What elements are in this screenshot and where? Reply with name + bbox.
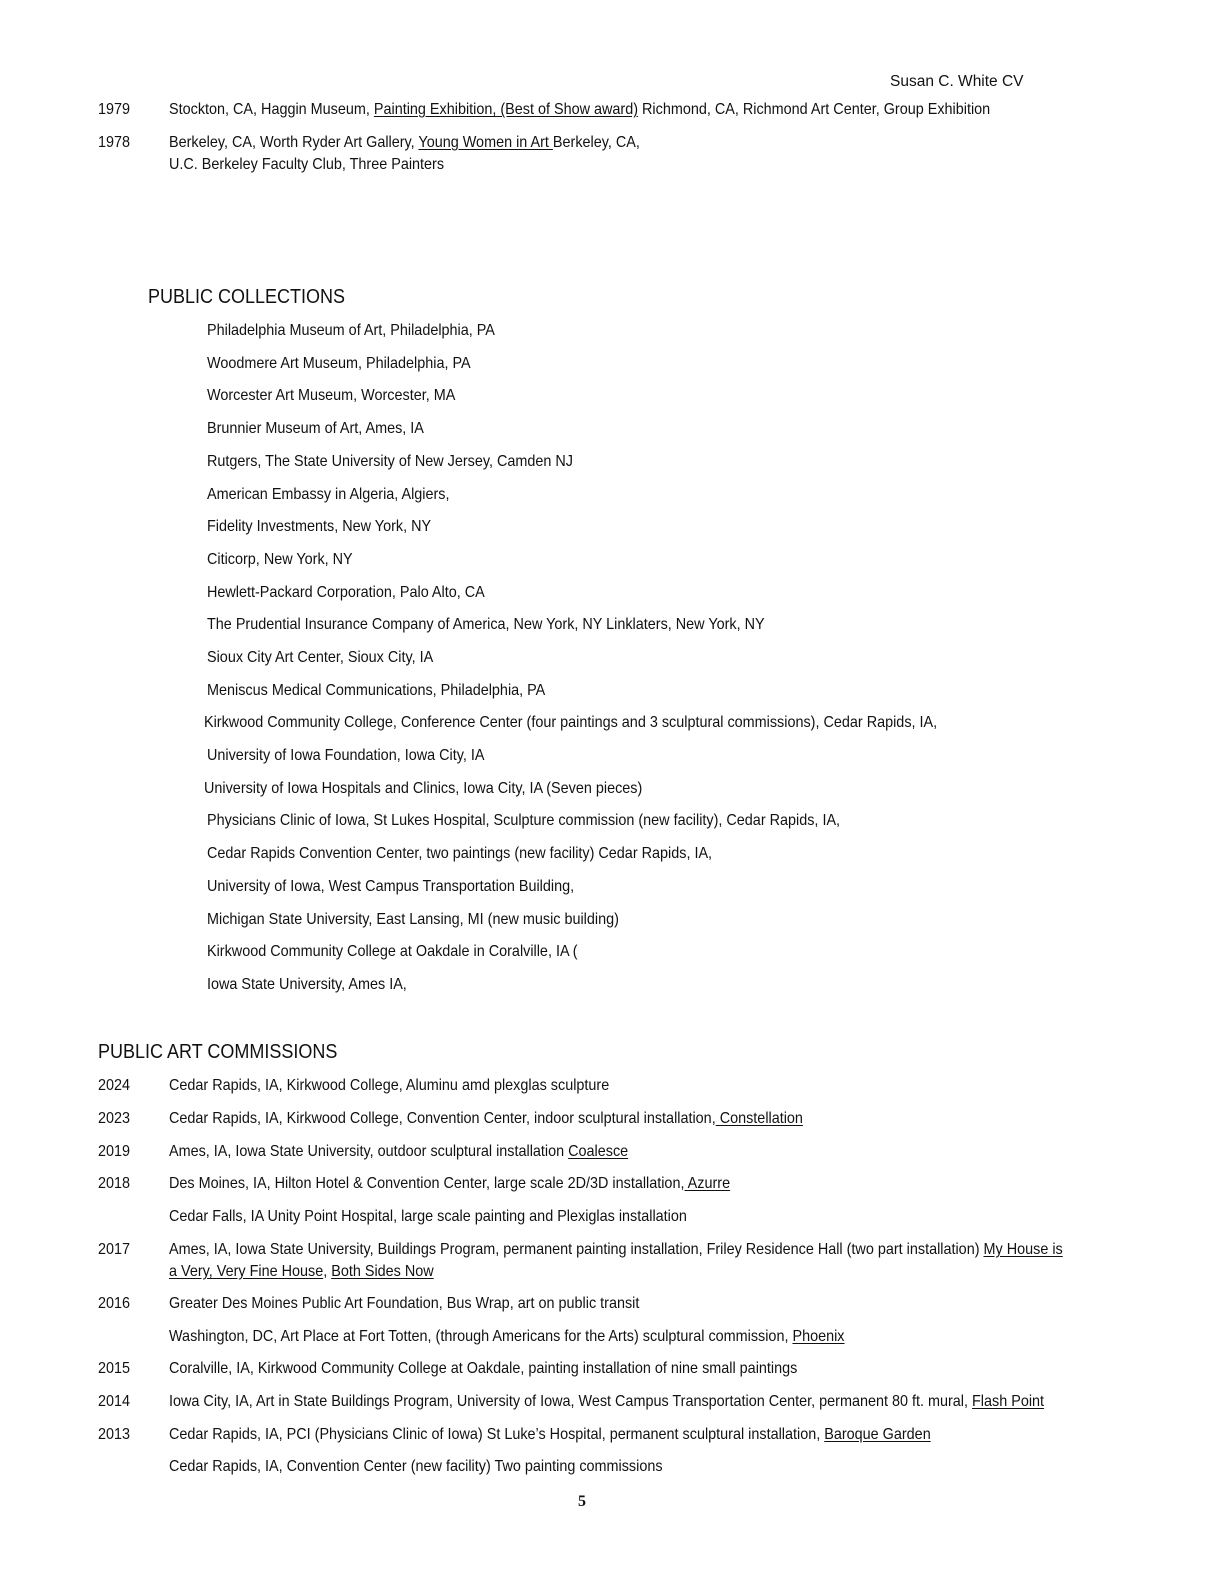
commission-title: My House is (983, 1241, 1063, 1258)
collection-item: Rutgers, The State University of New Jersey, Camden NJ (207, 453, 574, 470)
commission-entry: Ames, IA, Iowa State University, outdoor sculptural installation Coalesce (169, 1143, 629, 1160)
commission-title: Constellation (715, 1110, 803, 1127)
collection-item: University of Iowa Hospitals and Clinics, Iowa City, IA (Seven pieces) (204, 780, 643, 797)
collection-item: Meniscus Medical Communications, Philadelphia, PA (207, 682, 546, 699)
exhibition-year: 1979 (98, 101, 131, 118)
collection-item: The Prudential Insurance Company of America, New York, NY Linklaters, New York, NY (207, 616, 765, 633)
collection-item: Kirkwood Community College, Conference Center (four paintings and 3 sculptural commissions), Cedar Rapids, IA, (204, 714, 938, 731)
commission-entry-continued: a Very, Very Fine House, Both Sides Now (169, 1263, 434, 1280)
commission-year: 2018 (98, 1175, 131, 1192)
commission-year: 2013 (98, 1426, 131, 1443)
section-title-public-collections: PUBLIC COLLECTIONS (148, 286, 346, 308)
commission-entry: Cedar Rapids, IA, PCI (Physicians Clinic of Iowa) St Luke’s Hospital, permanent sculptural installation, Baroque Garden (169, 1426, 931, 1443)
exhibition-entry: Berkeley, CA, Worth Ryder Art Gallery, Young Women in Art Berkeley, CA, (169, 134, 640, 151)
collection-item: Brunnier Museum of Art, Ames, IA (207, 420, 424, 437)
collection-item: Iowa State University, Ames IA, (207, 976, 407, 993)
collection-item: University of Iowa, West Campus Transportation Building, (207, 878, 575, 895)
commission-title: Flash Point (972, 1393, 1045, 1410)
commission-entry: Des Moines, IA, Hilton Hotel & Convention Center, large scale 2D/3D installation, Azurre (169, 1175, 731, 1192)
commission-entry: Cedar Falls, IA Unity Point Hospital, large scale painting and Plexiglas installation (169, 1208, 687, 1225)
collection-item: Woodmere Art Museum, Philadelphia, PA (207, 355, 471, 372)
collection-item: Michigan State University, East Lansing, MI (new music building) (207, 911, 619, 928)
collection-item: Citicorp, New York, NY (207, 551, 353, 568)
collection-item: Philadelphia Museum of Art, Philadelphia, PA (207, 322, 495, 339)
collection-item: Sioux City Art Center, Sioux City, IA (207, 649, 434, 666)
exhibition-entry: Stockton, CA, Haggin Museum, Painting Exhibition, (Best of Show award) Richmond, CA, Richmond Art Center, Group Exhibition (169, 101, 991, 118)
commission-title: Phoenix (792, 1328, 845, 1345)
collection-item: Hewlett-Packard Corporation, Palo Alto, CA (207, 584, 485, 601)
collection-item: American Embassy in Algeria, Algiers, (207, 486, 450, 503)
page-number: 5 (578, 1493, 586, 1510)
collection-item: Worcester Art Museum, Worcester, MA (207, 387, 456, 404)
commission-entry: Washington, DC, Art Place at Fort Totten, (through Americans for the Arts) sculptural commission, Phoenix (169, 1328, 845, 1345)
collection-item: Physicians Clinic of Iowa, St Lukes Hospital, Sculpture commission (new facility), Cedar Rapids, IA, (207, 812, 841, 829)
exhibition-title: Painting Exhibition, (Best of Show award) (373, 101, 639, 118)
commission-title: Azurre (684, 1175, 731, 1192)
commission-entry: Cedar Rapids, IA, Kirkwood College, Convention Center, indoor sculptural installation, Constellation (169, 1110, 803, 1127)
commission-entry: Ames, IA, Iowa State University, Buildings Program, permanent painting installation, Friley Residence Hall (two part installation) My House is (169, 1241, 1063, 1258)
commission-year: 2024 (98, 1077, 131, 1094)
commission-year: 2023 (98, 1110, 131, 1127)
collection-item: Cedar Rapids Convention Center, two paintings (new facility) Cedar Rapids, IA, (207, 845, 713, 862)
exhibition-title: Young Women in Art (418, 134, 553, 151)
commission-entry: Coralville, IA, Kirkwood Community College at Oakdale, painting installation of nine small paintings (169, 1360, 798, 1377)
commission-year: 2014 (98, 1393, 131, 1410)
commission-title: a Very, Very Fine House (169, 1263, 324, 1280)
running-header: Susan C. White CV (890, 73, 1024, 90)
collection-item: Fidelity Investments, New York, NY (207, 518, 432, 535)
exhibition-year: 1978 (98, 134, 131, 151)
commission-entry: Iowa City, IA, Art in State Buildings Program, University of Iowa, West Campus Transportation Center, permanent 80 ft. mural, Flash Point (169, 1393, 1045, 1410)
commission-title: Coalesce (568, 1143, 629, 1160)
collection-item: Kirkwood Community College at Oakdale in Coralville, IA ( (207, 943, 578, 960)
commission-title: Baroque Garden (824, 1426, 931, 1443)
section-title-public-art-commissions: PUBLIC ART COMMISSIONS (98, 1041, 338, 1063)
exhibition-entry-continued: U.C. Berkeley Faculty Club, Three Painters (169, 156, 445, 173)
commission-year: 2019 (98, 1143, 131, 1160)
commission-entry: Greater Des Moines Public Art Foundation, Bus Wrap, art on public transit (169, 1295, 640, 1312)
collection-item: University of Iowa Foundation, Iowa City, IA (207, 747, 485, 764)
commission-entry: Cedar Rapids, IA, Kirkwood College, Aluminu amd plexglas sculpture (169, 1077, 610, 1094)
commission-year: 2017 (98, 1241, 131, 1258)
commission-year: 2016 (98, 1295, 131, 1312)
commission-year: 2015 (98, 1360, 131, 1377)
commission-title: Both Sides Now (331, 1263, 434, 1280)
commission-entry: Cedar Rapids, IA, Convention Center (new facility) Two painting commissions (169, 1458, 663, 1475)
